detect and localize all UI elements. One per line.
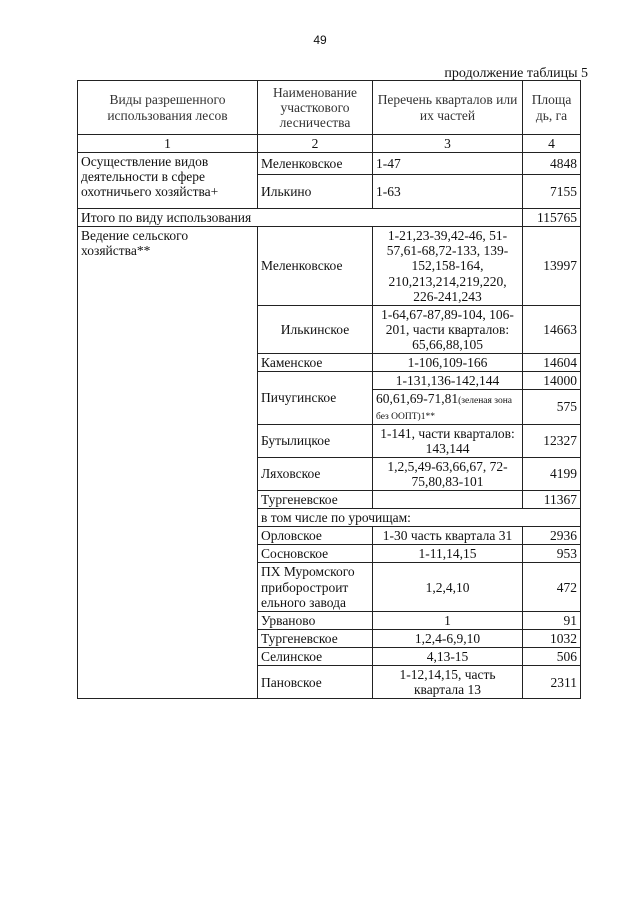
area-value: 11367 [523, 491, 581, 509]
quarters-list: 1,2,4,10 [373, 563, 523, 611]
area-value: 575 [523, 390, 581, 424]
area-value: 953 [523, 545, 581, 563]
forestry-name: Тургеневское [258, 491, 373, 509]
tract-name: Селинское [258, 647, 373, 665]
quarters-list: 1-21,23-39,42-46, 51-57,61-68,72-133, 139-152,158-164, 210,213,214,219,220, 226-241,243 [373, 227, 523, 306]
column-number: 4 [523, 135, 581, 153]
quarters-main: 60,61,69-71,81 [376, 391, 459, 407]
table-row [78, 153, 581, 175]
tract-name: ПХ Муромского приборостроит ельного завода [258, 563, 373, 611]
table-continuation-label: продолжение таблицы 5 [444, 66, 588, 81]
total-label: Итого по виду использования [78, 209, 523, 227]
quarters-list [373, 390, 523, 424]
header-row [78, 81, 581, 135]
header-use-type: Виды разрешенного использования лесов [78, 81, 258, 135]
area-value: 2936 [523, 527, 581, 545]
column-number: 3 [373, 135, 523, 153]
total-area: 115765 [523, 209, 581, 227]
forestry-name: Ляховское [258, 457, 373, 490]
tract-name: Сосновское [258, 545, 373, 563]
header-area: Площа дь, га [523, 81, 581, 135]
header-quarters: Перечень кварталов или их частей [373, 81, 523, 135]
forestry-name: Каменское [258, 354, 373, 372]
quarters-list: 1-47 [373, 153, 523, 175]
quarters-list: 1-63 [373, 175, 523, 209]
forestry-name: Бутылицкое [258, 424, 373, 457]
area-value: 2311 [523, 666, 581, 699]
tract-name: Орловское [258, 527, 373, 545]
header-forestry: Наименование участкового лесничества [258, 81, 373, 135]
column-number: 2 [258, 135, 373, 153]
quarters-list: 1-131,136-142,144 [373, 372, 523, 390]
area-value: 13997 [523, 227, 581, 306]
quarters-list: 1 [373, 611, 523, 629]
area-value: 506 [523, 647, 581, 665]
quarters-list: 1-64,67-87,89-104, 106-201, части кварталов: 65,66,88,105 [373, 305, 523, 353]
forest-use-table [77, 80, 581, 699]
tract-name: Урваново [258, 611, 373, 629]
quarters-list [373, 491, 523, 509]
use-type-hunting: Осуществление видов деятельности в сфере охотничьего хозяйства+ [78, 153, 258, 209]
area-value: 4199 [523, 457, 581, 490]
quarters-list: 1,2,4-6,9,10 [373, 629, 523, 647]
area-value: 14663 [523, 305, 581, 353]
quarters-list: 4,13-15 [373, 647, 523, 665]
quarters-list: 1,2,5,49-63,66,67, 72-75,80,83-101 [373, 457, 523, 490]
forestry-name: Меленковское [258, 227, 373, 306]
area-value: 1032 [523, 629, 581, 647]
forestry-name: Пичугинское [258, 372, 373, 424]
column-number: 1 [78, 135, 258, 153]
quarters-list: 1-11,14,15 [373, 545, 523, 563]
area-value: 14604 [523, 354, 581, 372]
forestry-name: Илькинское [258, 305, 373, 353]
area-value: 91 [523, 611, 581, 629]
forestry-name: Илькино [258, 175, 373, 209]
area-value: 14000 [523, 372, 581, 390]
use-type-agriculture: Ведение сельского хозяйства** [78, 227, 258, 699]
table-row [78, 227, 581, 306]
tracts-subheader: в том числе по урочищам: [258, 509, 581, 527]
quarters-list: 1-30 часть квартала 31 [373, 527, 523, 545]
tract-name: Пановское [258, 666, 373, 699]
quarters-list: 1-141, части кварталов: 143,144 [373, 424, 523, 457]
area-value: 472 [523, 563, 581, 611]
forestry-name: Меленковское [258, 153, 373, 175]
total-row [78, 209, 581, 227]
area-value: 4848 [523, 153, 581, 175]
column-number-row [78, 135, 581, 153]
quarters-note: (зеленая зона без ООПТ)1** [376, 396, 513, 422]
page-number: 49 [313, 33, 327, 47]
area-value: 7155 [523, 175, 581, 209]
quarters-list: 1-12,14,15, часть квартала 13 [373, 666, 523, 699]
quarters-list: 1-106,109-166 [373, 354, 523, 372]
area-value: 12327 [523, 424, 581, 457]
tract-name: Тургеневское [258, 629, 373, 647]
